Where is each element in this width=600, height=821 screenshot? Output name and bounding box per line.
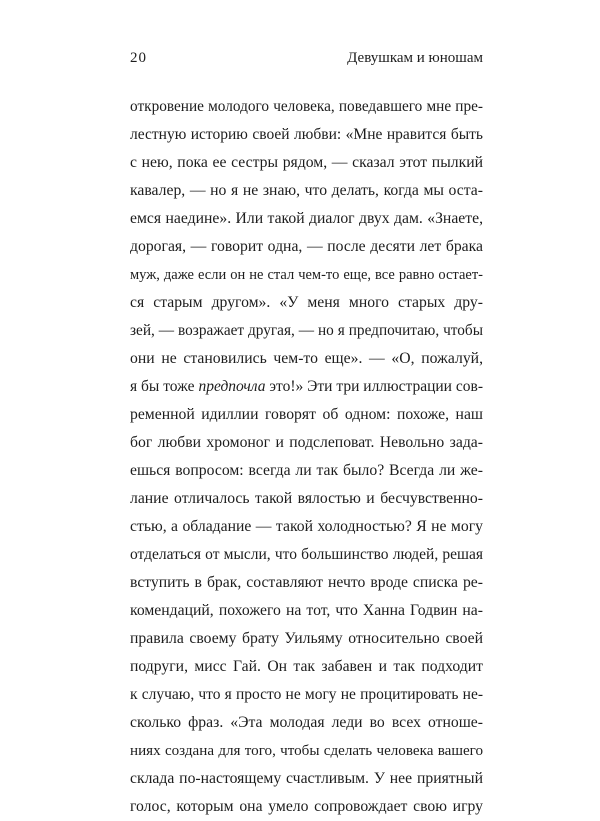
text-line: подруги, мисс Гай. Он так забавен и так подходит (130, 658, 483, 675)
text-line: стью, а обладание — такой холодностью? Я не могу (130, 518, 483, 535)
text-line: они не становились чем-то еще». — «О, пожалуй, (130, 350, 483, 367)
body-text (130, 93, 483, 821)
text-segment: это!» Эти три иллюстрации сов- (265, 378, 483, 395)
text-line: отделаться от мысли, что большинство людей, решая (130, 546, 483, 563)
page-header (130, 48, 483, 68)
text-line: емся наедине». Или такой диалог двух дам. «Знаете, (130, 210, 483, 227)
running-head: Девушкам и юношам (347, 50, 483, 66)
text-line: с нею, пока ее сестры рядом, — сказал этот пылкий (130, 154, 483, 171)
text-line: склада по-настоящему счастливым. У нее приятный (130, 770, 483, 787)
text-line: лестную историю своей любви: «Мне нравится быть (130, 126, 483, 143)
text-line: дорогая, — говорит одна, — после десяти лет брака (130, 238, 483, 255)
text-line: сколько фраз. «Эта молодая леди во всех отноше- (130, 714, 483, 731)
text-line: муж, даже если он не стал чем-то еще, все равно остает- (130, 267, 483, 283)
text-line-with-emphasis (130, 373, 483, 401)
text-line: комендаций, похожего на тот, что Ханна Годвин на- (130, 602, 483, 619)
text-line: правила своему брату Уильяму относительно своей (130, 630, 483, 647)
text-line: ременной идиллии говорят об одном: похоже, наш (130, 406, 483, 423)
text-line: к случаю, что я просто не могу не процитировать не- (130, 686, 483, 703)
text-line: ешься вопросом: всегда ли так было? Всегда ли же- (130, 462, 483, 479)
page-number: 20 (130, 50, 147, 66)
text-line: ниях создана для того, чтобы сделать человека вашего (130, 743, 483, 759)
text-line: откровение молодого человека, поведавшего мне пре- (130, 98, 483, 115)
text-line: бог любви хромоног и подслеповат. Невольно зада- (130, 434, 483, 451)
text-line: вступить в брак, составляют нечто вроде списка ре- (130, 574, 483, 591)
emphasized-word: предпочла (198, 378, 266, 395)
text-line: лание отличалось такой вялостью и бесчувственно- (130, 490, 483, 507)
text-line: зей, — возражает другая, — но я предпочитаю, чтобы (130, 322, 483, 339)
text-segment: я бы тоже (130, 378, 199, 395)
text-line: голос, которым она умело сопровождает свою игру (130, 798, 483, 815)
text-line: кавалер, — но я не знаю, что делать, когда мы оста- (130, 182, 483, 199)
text-line: ся старым другом». «У меня много старых дру- (130, 294, 483, 311)
